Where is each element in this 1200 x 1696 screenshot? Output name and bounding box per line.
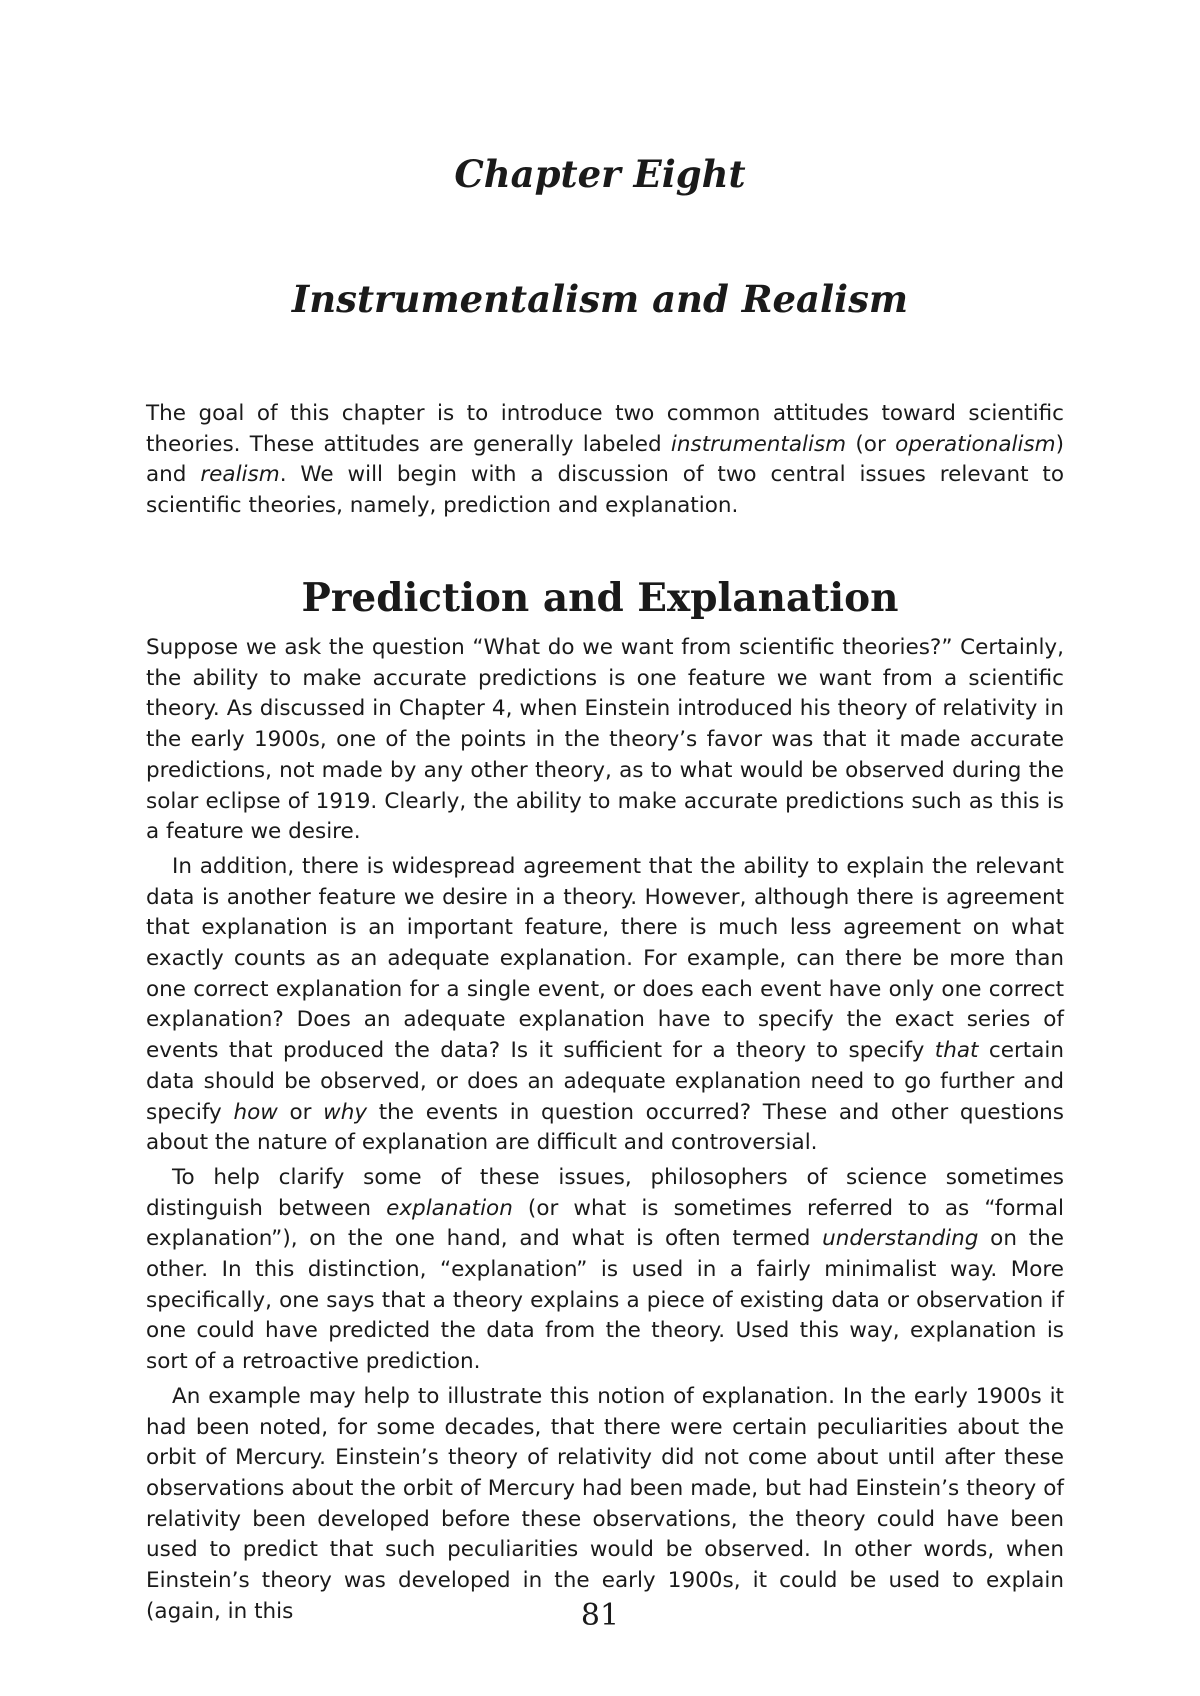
intro-text: (or — [846, 431, 896, 457]
paragraph-text: In addition, there is widespread agreement that the ability to explain the relevant data is another feature we desire in a theory. However, although there is agreement that explanation is an important feature, there is much less agreement on what exactly counts as an adequate explanation. For example, can there be more than one correct explanation for a single event, or does each event have only one correct explanation? Does an adequate explanation have to specify the exact series of events that produced the data? Is it sufficient for a theory to specify — [146, 853, 1064, 1064]
term-operationalism: operationalism — [895, 431, 1056, 457]
paragraph-text: or — [277, 1099, 324, 1125]
page-number: 81 — [580, 1598, 620, 1633]
paragraph-text: on the other. In this distinction, “explanation” is used in a fairly minimalist way. More specifically, one says that a theory explains a piece of existing data or observation if one could have predicted the data from the theory. Used this way, explanation is sort of a retroactive prediction. — [146, 1226, 1065, 1375]
paragraph-text: (or what is sometimes referred to as “formal explanation”), on the one hand, and what is often termed — [146, 1195, 1064, 1252]
paragraph-text: the events in question occurred? These and other questions about the nature of explanation are difficult and controversial. — [146, 1099, 1065, 1156]
section-heading: Prediction and Explanation — [301, 575, 899, 621]
emphasis-that: that — [934, 1038, 979, 1064]
intro-text: . We will begin with a discussion of two central issues relevant to scientific theories, namely, prediction and explanation. — [146, 462, 1064, 519]
paragraph-3 — [146, 1163, 1064, 1378]
paragraph-text: To help clarify some of these issues, philosophers of science sometimes distinguish between — [146, 1164, 1064, 1221]
paragraph-2 — [146, 852, 1064, 1159]
paragraph-1: Suppose we ask the question “What do we want from scientific theories?” Certainly, the ability to make accurate predictions is one feature we want from a scientific theory. As discussed in Chapter 4, when Einstein introduced his theory of relativity in the early 1900s, one of the points in the theory’s favor was that it made accurate predictions, not made by any other theory, as to what would be observed during the solar eclipse of 1919. Clearly, the ability to make accurate predictions such as this is a feature we desire. — [146, 635, 1064, 845]
emphasis-how: how — [233, 1099, 278, 1125]
term-realism: realism — [200, 462, 280, 488]
paragraph-4: An example may help to illustrate this notion of explanation. In the early 1900s it had been noted, for some decades, that there were certain peculiarities about the orbit of Mercury. Einstein’s theory of relativity did not come about until after these observations about the orbit of Mercury had been made, but had Einstein’s theory of relativity been developed before these observations, the theory could have been used to predict that such peculiarities would be observed. In other words, when Einstein’s theory was developed in the early 1900s, it could be used to explain (again, in this — [146, 1383, 1064, 1624]
section-body — [146, 633, 1064, 1632]
term-explanation: explanation — [386, 1195, 513, 1221]
intro-text: The goal of this chapter is to introduce two common attitudes toward scientific theories. These attitudes are generally labeled — [146, 401, 1064, 457]
chapter-label: Chapter Eight — [454, 152, 746, 196]
paragraph-text: certain data should be observed, or does an adequate explanation need to go further and specify — [146, 1038, 1064, 1125]
term-instrumentalism: instrumentalism — [670, 431, 847, 457]
emphasis-why: why — [323, 1099, 368, 1125]
term-understanding: understanding — [822, 1226, 979, 1252]
chapter-title: Instrumentalism and Realism — [291, 277, 909, 321]
intro-text: ) and — [146, 431, 1064, 488]
intro-paragraph — [146, 399, 1064, 522]
